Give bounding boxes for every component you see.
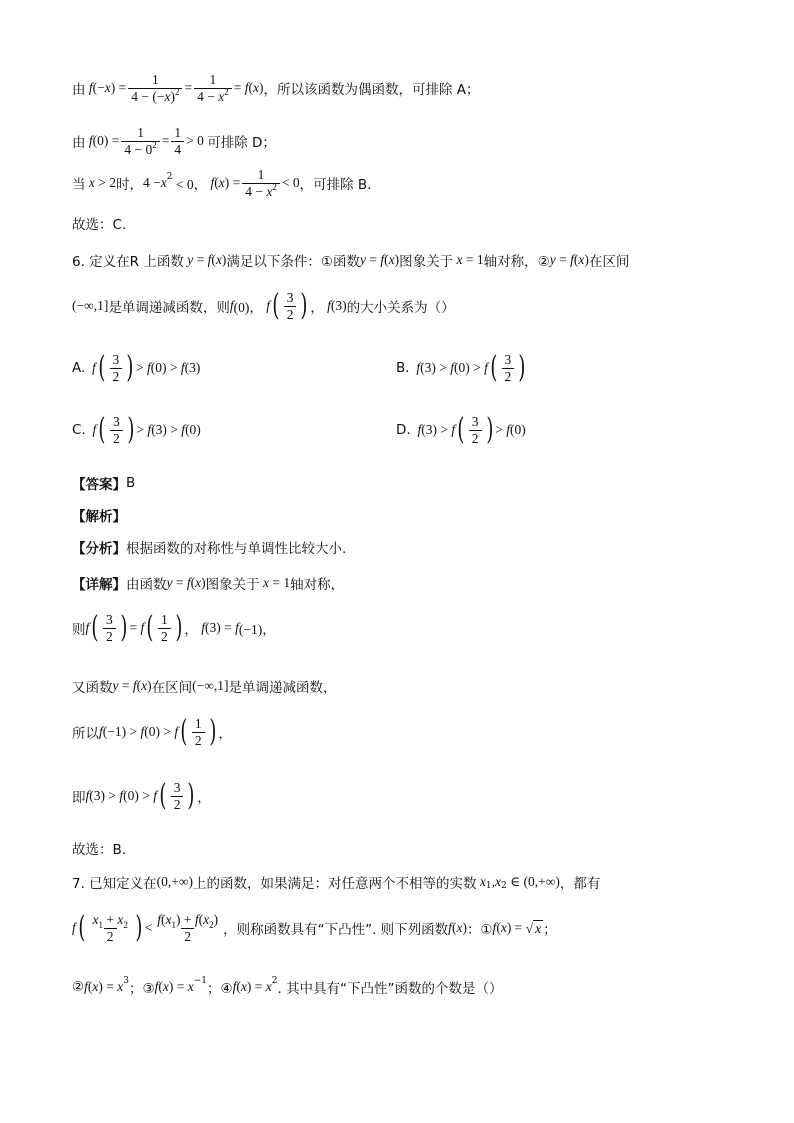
solution-line-4	[72, 213, 126, 233]
text: ，则称函数具有“下凸性”. 则下列函数	[223, 922, 449, 939]
text: 的大小关系为（）	[346, 300, 455, 317]
option-label: D.	[396, 422, 411, 439]
option-label: B.	[396, 360, 410, 377]
solution-line-2: 由 f (0) = $\frac{1}{4 - 0^2}$ = $\frac{1}{4}$ > 0 可排除 D；	[72, 125, 276, 157]
option-b[interactable]: B. f (3) > f (0) > f ( $\frac{3}{2}$ )	[396, 350, 526, 386]
text: 又函数	[72, 680, 113, 696]
detail-line-4: 所以 f (−1) > f (0) > f ( $\frac{1}{2}$ ) ，	[72, 714, 232, 750]
text: 故选：C.	[72, 217, 127, 233]
text: 由	[72, 135, 86, 152]
option-a[interactable]: A. f ( $\frac{3}{2}$ ) > f (0) > f (3)	[72, 350, 201, 386]
text: 即	[72, 790, 86, 807]
analysis-tag: 【解析】	[72, 509, 126, 525]
fraction: $\frac{1}{4 - x^2}$	[194, 72, 232, 105]
text: 由	[72, 82, 86, 99]
fraction: $\frac{1}{4}$	[171, 125, 184, 158]
fraction: $\frac{1}{4 - (-x)^2}$	[128, 72, 182, 105]
fraction: $\frac{1}{4 - 0^2}$	[121, 125, 159, 158]
text: 可排除 D；	[207, 135, 276, 152]
text: ，所以该函数为偶函数，可排除 A；	[263, 82, 480, 99]
text: 满足以下条件：①函数	[226, 254, 360, 270]
q6-stem-line-2: (−∞,1] 是单调递减函数，则 f (0)， f ( $\frac{3}{2}$ ) ， f (3) 的大小关系为（）	[72, 288, 455, 324]
text: 所以	[72, 726, 99, 743]
detail-line-2: 则 f ( $\frac{3}{2}$ ) = f ( $\frac{1}{2}$ ) ， f (3) = f (−1)，	[72, 610, 276, 646]
text: 在区间	[151, 680, 193, 696]
text: ；③	[128, 981, 155, 997]
text: 当	[72, 177, 86, 194]
option-c[interactable]: C. f ( $\frac{3}{2}$ ) > f (3) > f (0)	[72, 412, 201, 448]
text: 在区间	[588, 254, 630, 270]
detail-line-1: 【详解】 由函数 y = f ( x ) 图象关于 x = 1 轴对称，	[72, 575, 345, 593]
text: 图象关于	[205, 577, 260, 593]
text: 故选：B.	[72, 842, 127, 858]
text: 6. 定义在R 上函数	[72, 254, 184, 270]
text: 轴对称，	[290, 577, 345, 593]
text: 轴对称，②	[483, 254, 550, 270]
option-label: C.	[72, 422, 86, 439]
text: ②	[72, 979, 85, 995]
fenxi-line	[72, 537, 346, 557]
text: 是单调递减函数，则	[108, 300, 230, 317]
text: ；④	[206, 981, 233, 997]
text: . 其中具有“下凸性”函数的个数是（）	[277, 981, 503, 997]
q6-stem-line-1: 6. 定义在R 上函数 y = f ( x ) 满足以下条件：①函数 y = f ( x ) 图象关于 x = 1 轴对称，② y = f ( x ) 在区间	[72, 252, 630, 270]
solution-line-1: 由 f (− x ) = $\frac{1}{4 - (-x)^2}$ = $\frac{1}{4 - x^2}$ = f ( x ) ，所以该函数为偶函数，可排除 A；	[72, 72, 480, 104]
q7-stem-line-1: 7. 已知定义在 (0,+∞) 上的函数，如果满足：对任意两个不相等的实数 x 1 , x 2 ∈ (0,+∞) ，都有	[72, 874, 601, 892]
detail-line-5: 即 f (3) > f (0) > f ( $\frac{3}{2}$ ) ，	[72, 778, 211, 814]
detail-tag: 【详解】	[72, 577, 126, 593]
text: 时，	[116, 177, 143, 194]
analysis-line	[72, 505, 126, 525]
text: 上的函数，如果满足：对任意两个不相等的实数	[193, 876, 477, 892]
detail-choose	[72, 838, 126, 858]
text: ，都有	[559, 876, 601, 892]
detail-line-3: 又函数 y = f ( x ) 在区间 (−∞,1] 是单调递减函数，	[72, 678, 337, 696]
q7-stem-line-3: ② f ( x ) = x 3 ；③ f ( x ) = x −1 ；④ f ( x ) = x 2 . 其中具有“下凸性”函数的个数是（）	[72, 976, 503, 997]
text: 是单调递减函数，	[228, 680, 337, 696]
option-d[interactable]: D. f (3) > f ( $\frac{3}{2}$ ) > f (0)	[396, 412, 526, 448]
answer-line	[72, 473, 135, 493]
option-label: A.	[72, 360, 86, 377]
q7-stem-line-2: f ( $\frac{x_1 + x_2}{2}$ ) < $\frac{f(x_1) + f(x_2)}{2}$ ，则称函数具有“下凸性”. 则下列函数 f ( x ) ：① f ( x ) = √ x ；	[72, 910, 557, 946]
fenxi-tag: 【分析】	[72, 541, 126, 557]
answer-tag: 【答案】	[72, 477, 126, 493]
solution-line-3: 当 x > 2 时， 4 − x 2 < 0， f ( x ) = $\frac{1}{4 - x^2}$ < 0 ，可排除 B.	[72, 167, 372, 199]
text: ：①	[466, 922, 493, 939]
fraction: $\frac{1}{4 - x^2}$	[242, 167, 280, 200]
math-expr: f	[85, 80, 93, 96]
text: 根据函数的对称性与单调性比较大小.	[126, 541, 347, 557]
text: 则	[72, 622, 86, 639]
text: 7. 已知定义在	[72, 876, 157, 892]
text: ，可排除 B.	[299, 177, 372, 194]
text: 图象关于	[399, 254, 454, 270]
text: 由函数	[126, 577, 167, 593]
answer-value: B	[126, 475, 136, 491]
